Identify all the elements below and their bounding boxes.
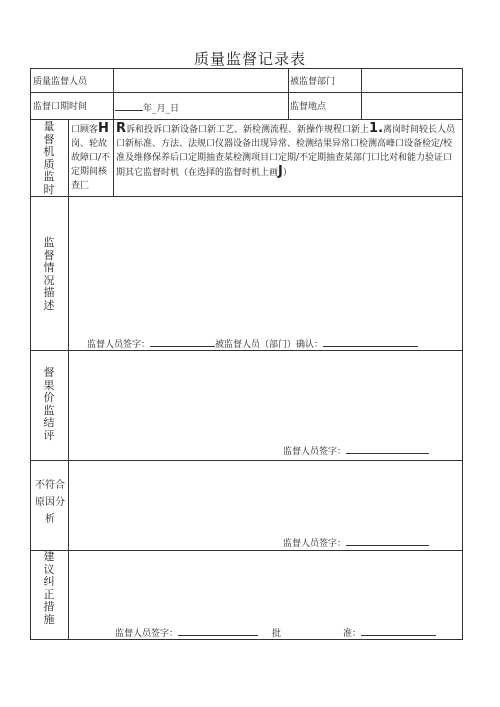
row-divider [31,460,462,461]
supervisor-label: 质量监督人员 [33,77,88,87]
timing-right-options[interactable]: R诉和投诉口新设备口新工艺、新检测流程、新操作规程口新上1.离岗时间较长人员口新标准、方法、法规口仪器设备出现异常、检测结果异常口检测高峰口设备检定/校准及维修保养后口定期抽查某检测项目口定期/不定期抽查某部门口比对和能力验证口期其它监督时机（在选择的监督时机上画J） [116,121,456,179]
date-label: 监督口期时间 [33,102,88,112]
column-divider [288,69,289,119]
corrective-section-label: 建 议 纠 正 措 施 [43,550,55,626]
corrective-content-area[interactable] [70,552,460,622]
column-divider [361,69,362,119]
situation-content-area[interactable] [70,198,460,330]
row-divider [31,92,462,93]
row-divider [31,550,462,551]
supervised-dept-field[interactable] [363,70,461,91]
supervised-dept-label: 被监督部门 [290,77,336,87]
row-divider [31,119,462,120]
date-field[interactable] [115,101,179,115]
timing-left-options[interactable]: 口顾客H岗、轮故故障口/不定期间核查匚 [71,121,111,191]
nonconformity-signature[interactable]: 监督人员签字： [283,536,429,549]
evaluation-section-label: 督 果 价 监 结 评 [43,366,55,442]
row-divider [31,196,462,197]
supervisor-field[interactable] [115,70,287,91]
situation-section-label: 监 督 情 况 描 述 [43,236,55,312]
nonconformity-content-area[interactable] [70,462,460,532]
row-divider [31,350,462,351]
timing-section-label: 量 督 机 质 监 时 [43,120,55,196]
place-label: 监督地点 [290,102,327,112]
form-title: 质量监督记录表 [193,50,306,68]
evaluation-signature[interactable]: 监督人员签字： [283,444,429,457]
situation-supervisor-signature[interactable]: 监督人员签字： 被监督人员（部门）确认： [87,337,418,350]
date-value: 年_月_日 [143,104,180,114]
corrective-signature[interactable]: 监督人员签字： [115,626,258,639]
column-divider [113,119,114,196]
label-column-divider [68,119,69,640]
evaluation-content-area[interactable] [70,352,460,440]
column-divider [113,69,114,119]
approval-signature[interactable]: 批 准： [272,626,436,639]
nonconformity-section-label: 不符合 原因分 析 [35,480,65,525]
supervision-record-form [30,68,463,640]
place-field[interactable] [363,94,461,118]
